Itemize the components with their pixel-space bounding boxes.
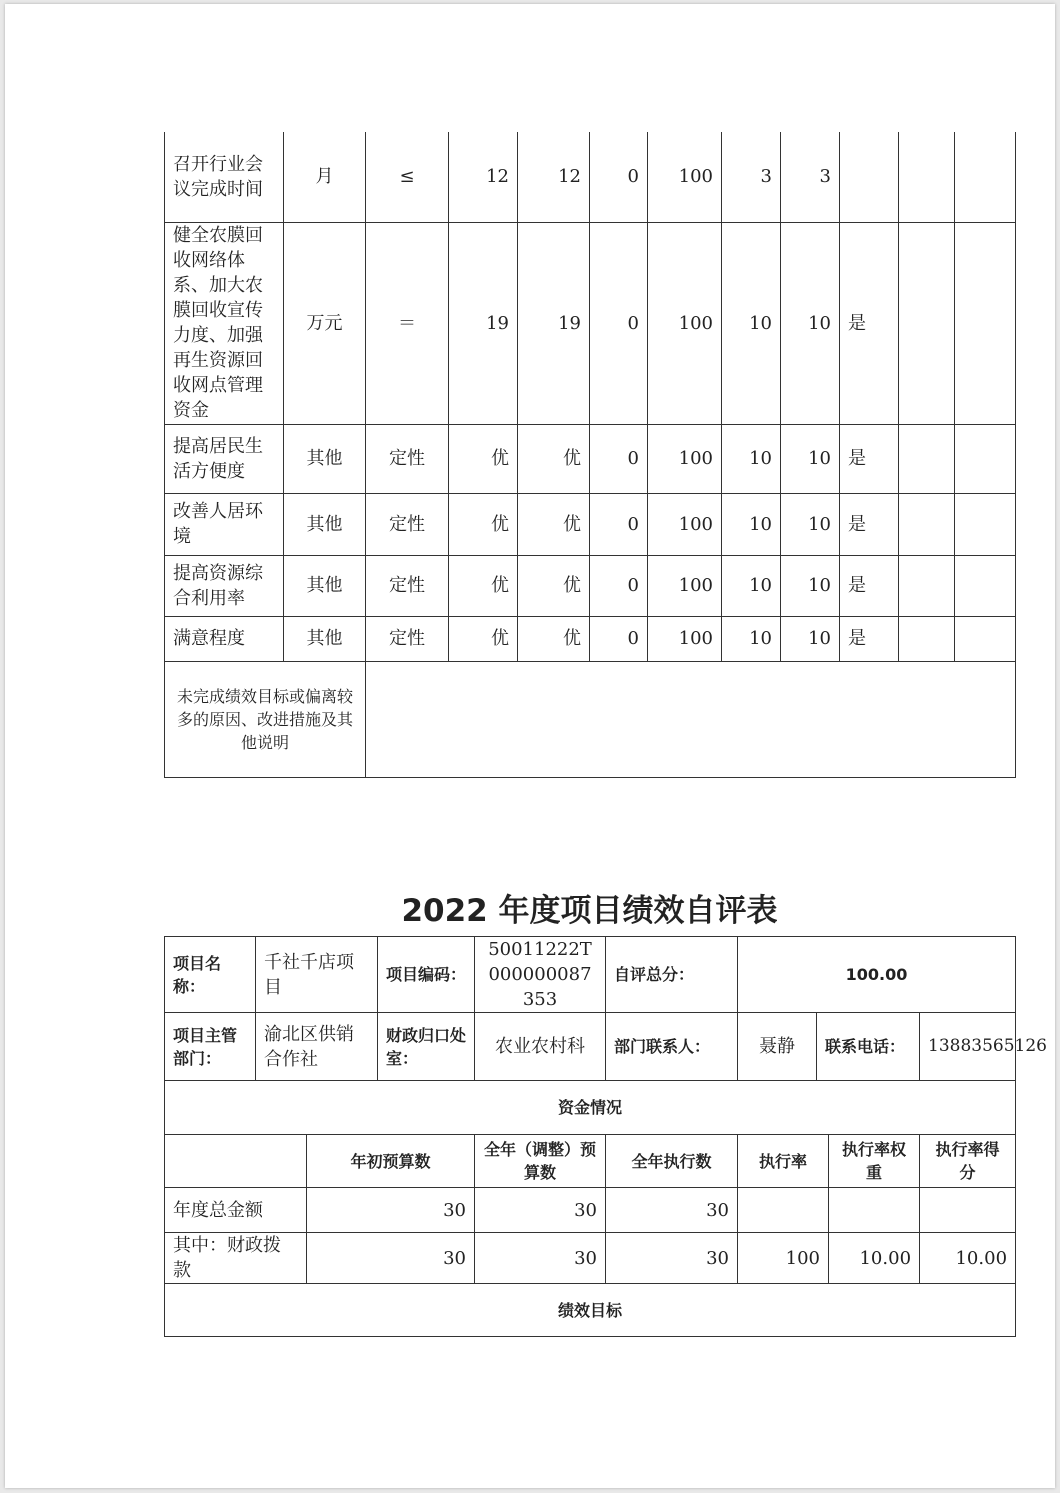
indicator-extra (899, 493, 955, 555)
funds-header: 执行率得分 (920, 1135, 1016, 1188)
indicator-target: 优 (449, 424, 518, 493)
indicator-operator: 定性 (366, 493, 449, 555)
goals-section-title: 绩效目标 (165, 1284, 1016, 1337)
funds-cell: 30 (475, 1233, 606, 1284)
phone: 13883565126 (920, 1013, 1016, 1081)
total-score-label: 自评总分： (606, 937, 738, 1013)
indicator-deviation: 0 (590, 222, 648, 424)
indicator-actual: 优 (518, 424, 590, 493)
funds-header: 执行率权重 (829, 1135, 920, 1188)
indicator-extra (955, 424, 1016, 493)
indicator-extra (955, 493, 1016, 555)
funds-cell: 10.00 (920, 1233, 1016, 1284)
form-title: 2022 年度项目绩效自评表 (401, 893, 778, 929)
indicator-actual: 优 (518, 493, 590, 555)
indicator-body (165, 132, 1016, 661)
indicator-actual: 19 (518, 222, 590, 424)
indicator-rate: 100 (648, 555, 722, 616)
indicator-target: 优 (449, 616, 518, 661)
indicator-achieved: 是 (840, 616, 899, 661)
indicator-extra (899, 424, 955, 493)
indicator-weight: 10 (722, 222, 781, 424)
project-code-label: 项目编码： (378, 937, 475, 1013)
document-page (5, 4, 1055, 1488)
funds-row (165, 1233, 1016, 1284)
indicator-target: 19 (449, 222, 518, 424)
indicator-achieved: 是 (840, 424, 899, 493)
indicator-deviation: 0 (590, 555, 648, 616)
funds-header-empty (165, 1135, 307, 1188)
funds-cell: 100 (738, 1233, 829, 1284)
indicator-name: 提高资源综合利用率 (165, 555, 284, 616)
indicator-weight: 10 (722, 424, 781, 493)
phone-label: 联系电话： (817, 1013, 920, 1081)
note-row (165, 661, 1016, 777)
indicator-unit: 月 (284, 132, 366, 222)
indicator-rate: 100 (648, 222, 722, 424)
indicator-name: 提高居民生活方便度 (165, 424, 284, 493)
indicator-rate: 100 (648, 493, 722, 555)
indicator-extra (899, 222, 955, 424)
indicator-rate: 100 (648, 132, 722, 222)
indicator-row (165, 493, 1016, 555)
funds-row-label: 年度总金额 (165, 1188, 307, 1233)
indicator-rate: 100 (648, 424, 722, 493)
finance-office-label: 财政归口处室： (378, 1013, 475, 1081)
indicator-unit: 其他 (284, 493, 366, 555)
indicator-achieved: 是 (840, 222, 899, 424)
indicator-deviation: 0 (590, 493, 648, 555)
indicator-score: 10 (781, 424, 840, 493)
contact-label: 部门联系人： (606, 1013, 738, 1081)
total-score: 100.00 (738, 937, 1016, 1013)
indicator-target: 优 (449, 493, 518, 555)
note-value (366, 661, 1016, 777)
note-label: 未完成绩效目标或偏离较多的原因、改进措施及其他说明 (165, 661, 366, 777)
indicator-operator: 定性 (366, 424, 449, 493)
funds-cell (829, 1188, 920, 1233)
indicator-operator: 定性 (366, 616, 449, 661)
indicator-actual: 优 (518, 616, 590, 661)
funds-row-label: 其中：财政拨款 (165, 1233, 307, 1284)
indicator-extra (899, 616, 955, 661)
funds-cell (738, 1188, 829, 1233)
indicator-score: 10 (781, 493, 840, 555)
project-name: 千社千店项目 (256, 937, 378, 1013)
indicator-score: 10 (781, 222, 840, 424)
indicator-name: 召开行业会议完成时间 (165, 132, 284, 222)
indicator-extra (955, 555, 1016, 616)
indicator-extra (899, 132, 955, 222)
funds-row (165, 1188, 1016, 1233)
finance-office: 农业农村科 (475, 1013, 606, 1081)
funds-cell: 30 (606, 1233, 738, 1284)
department-label: 项目主管部门： (165, 1013, 256, 1081)
funds-section-title: 资金情况 (165, 1081, 1016, 1135)
indicator-name: 满意程度 (165, 616, 284, 661)
project-code: 50011222T000000087353 (475, 937, 606, 1013)
indicator-unit: 其他 (284, 616, 366, 661)
indicator-extra (955, 222, 1016, 424)
project-row-2 (165, 1013, 1016, 1081)
indicator-operator: ≤ (366, 132, 449, 222)
funds-header: 年初预算数 (307, 1135, 475, 1188)
indicator-achieved: 是 (840, 493, 899, 555)
funds-cell: 10.00 (829, 1233, 920, 1284)
indicator-weight: 10 (722, 493, 781, 555)
indicator-row (165, 424, 1016, 493)
indicator-row (165, 616, 1016, 661)
funds-cell: 30 (475, 1188, 606, 1233)
indicator-achieved (840, 132, 899, 222)
indicator-actual: 12 (518, 132, 590, 222)
indicator-row (165, 132, 1016, 222)
funds-header: 全年（调整）预算数 (475, 1135, 606, 1188)
indicator-rate: 100 (648, 616, 722, 661)
indicator-weight: 10 (722, 555, 781, 616)
indicator-extra (955, 132, 1016, 222)
indicator-score: 3 (781, 132, 840, 222)
department: 渝北区供销合作社 (256, 1013, 378, 1081)
indicator-operator: ＝ (366, 222, 449, 424)
indicator-operator: 定性 (366, 555, 449, 616)
indicator-name: 健全农膜回收网络体系、加大农膜回收宣传力度、加强再生资源回收网点管理资金 (165, 222, 284, 424)
funds-cell (920, 1188, 1016, 1233)
funds-cell: 30 (307, 1188, 475, 1233)
self-evaluation-table (164, 936, 1047, 1337)
funds-header-row (165, 1135, 1016, 1188)
funds-section-row (165, 1081, 1016, 1135)
project-name-label: 项目名称： (165, 937, 256, 1013)
funds-cell: 30 (307, 1233, 475, 1284)
indicator-target: 12 (449, 132, 518, 222)
funds-cell: 30 (606, 1188, 738, 1233)
indicator-unit: 其他 (284, 424, 366, 493)
indicator-extra (899, 555, 955, 616)
indicator-unit: 万元 (284, 222, 366, 424)
indicator-score: 10 (781, 616, 840, 661)
indicator-row (165, 555, 1016, 616)
indicator-achieved: 是 (840, 555, 899, 616)
indicator-name: 改善人居环境 (165, 493, 284, 555)
contact: 聂静 (738, 1013, 817, 1081)
indicator-target: 优 (449, 555, 518, 616)
indicator-deviation: 0 (590, 424, 648, 493)
indicator-score: 10 (781, 555, 840, 616)
indicator-deviation: 0 (590, 616, 648, 661)
project-row-1 (165, 937, 1016, 1013)
indicator-weight: 10 (722, 616, 781, 661)
indicator-extra (955, 616, 1016, 661)
performance-indicator-table (164, 132, 1016, 778)
indicator-row (165, 222, 1016, 424)
funds-header: 全年执行数 (606, 1135, 738, 1188)
indicator-unit: 其他 (284, 555, 366, 616)
funds-header: 执行率 (738, 1135, 829, 1188)
indicator-actual: 优 (518, 555, 590, 616)
goals-section-row (165, 1284, 1016, 1337)
indicator-weight: 3 (722, 132, 781, 222)
indicator-deviation: 0 (590, 132, 648, 222)
